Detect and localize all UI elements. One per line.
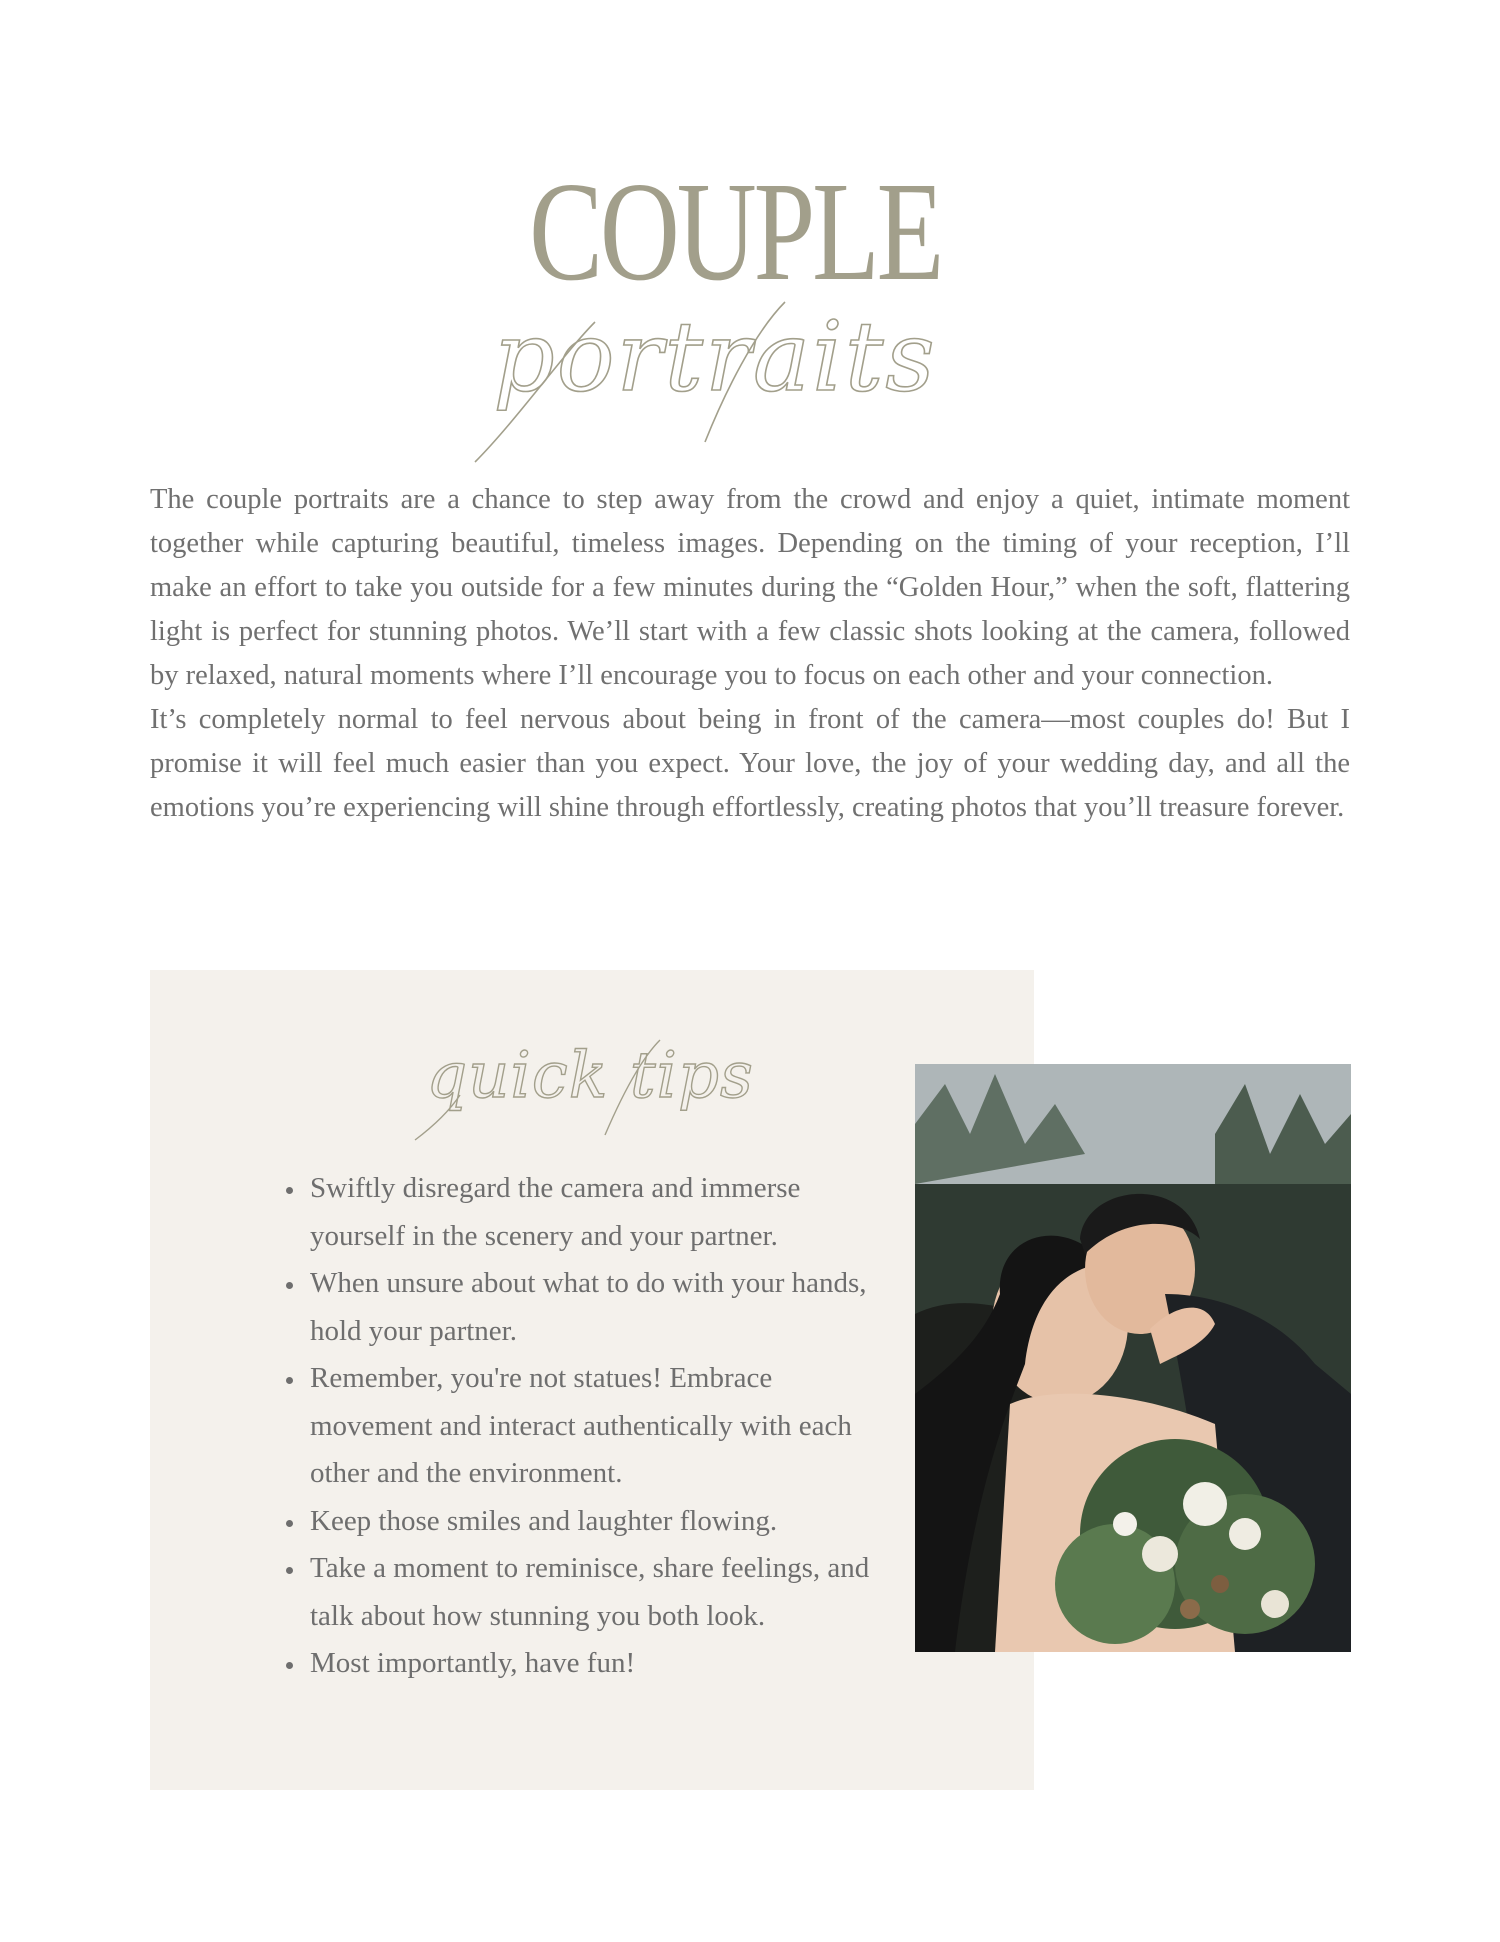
tip-item: • When unsure about what to do with your hands, hold your partner.	[306, 1260, 896, 1355]
tips-title-text: quick tips	[426, 1039, 754, 1113]
heading-script-text: portraits	[493, 301, 937, 413]
intro-text	[150, 478, 1350, 830]
tips-list	[270, 1165, 896, 1688]
tips-title	[405, 1015, 765, 1155]
tips-title-svg	[405, 1015, 765, 1155]
tip-item: • Remember, you're not statues! Embrace movement and interact authentically with each other and the environment.	[306, 1355, 896, 1498]
heading-script-svg	[455, 292, 975, 472]
heading-main: COUPLE	[528, 152, 942, 310]
page-heading	[0, 152, 1470, 310]
tip-item: • Most importantly, have fun!	[306, 1640, 896, 1688]
tip-item: • Swiftly disregard the camera and immerse yourself in the scenery and your partner.	[306, 1165, 896, 1260]
couple-photo	[915, 1064, 1351, 1652]
couple-photo-art	[915, 1064, 1351, 1652]
heading-script	[455, 292, 975, 472]
intro-paragraph-1: The couple portraits are a chance to step away from the crowd and enjoy a quiet, intimate moment together while capturing beautiful, timeless images. Depending on the timing of your reception, I’ll make an effort to take you outside for a few minutes during the “Golden Hour,” when the soft, flattering light is perfect for stunning photos. We’ll start with a few classic shots looking at the camera, followed by relaxed, natural moments where I’ll encourage you to focus on each other and your connection.	[150, 484, 1350, 691]
tip-item: • Keep those smiles and laughter flowing.	[306, 1498, 896, 1546]
intro-paragraph-2: It’s completely normal to feel nervous about being in front of the camera—most couples do! But I promise it will feel much easier than you expect. Your love, the joy of your wedding day, and all the emotions you’re experiencing will shine through effortlessly, creating photos that you’ll treasure forever.	[150, 704, 1350, 823]
tip-item: • Take a moment to reminisce, share feelings, and talk about how stunning you both look.	[306, 1545, 896, 1640]
